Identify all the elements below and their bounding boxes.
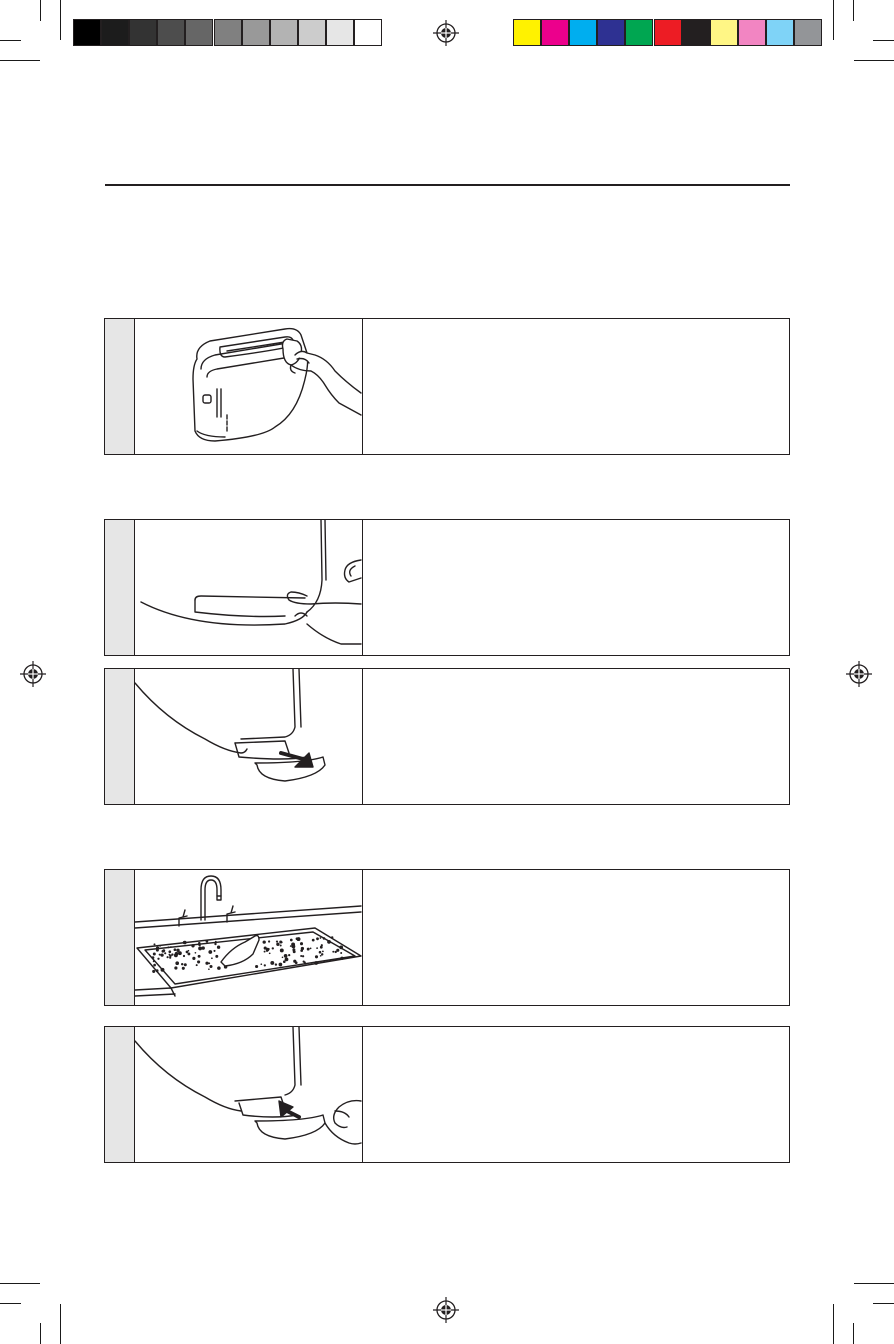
crumb-dot — [275, 963, 277, 965]
instruction-step — [104, 1026, 790, 1163]
crumb-dot — [276, 941, 278, 943]
crumb-dot — [264, 964, 266, 966]
color-swatch — [73, 19, 101, 46]
crumb-dot — [202, 946, 205, 949]
crumb-dot — [153, 953, 156, 956]
crumb-dot — [157, 958, 159, 960]
crumb-dot — [255, 965, 258, 968]
crumb-dot — [195, 952, 197, 954]
step-number-column — [105, 1027, 135, 1162]
crumb-dot — [208, 968, 210, 970]
color-swatch — [185, 19, 213, 46]
color-swatch — [738, 19, 766, 46]
crumb-dot — [187, 952, 190, 955]
crumb-dot — [301, 947, 304, 950]
crumb-dot — [214, 943, 216, 945]
instruction-step — [104, 519, 790, 656]
crumb-dot — [160, 953, 163, 956]
crumb-dot — [340, 957, 343, 960]
registration-mark-icon — [433, 20, 459, 46]
crumb-dot — [323, 937, 326, 940]
crumb-dot — [340, 952, 342, 954]
crumb-dot — [268, 948, 270, 950]
crumb-dot — [198, 944, 200, 946]
crumb-dot — [161, 968, 165, 972]
crumb-dot — [215, 941, 217, 943]
color-swatch — [326, 19, 354, 46]
crumb-dot — [300, 942, 303, 945]
crumb-dot — [186, 951, 189, 954]
color-swatch — [129, 19, 157, 46]
step-number-column — [105, 669, 135, 804]
step-number-column — [105, 520, 135, 655]
crumb-dot — [284, 954, 288, 958]
crumb-dot — [211, 957, 213, 959]
crumb-dot — [153, 964, 156, 967]
crumb-dot — [183, 955, 185, 957]
crumb-dot — [183, 941, 187, 945]
crumb-dot — [307, 948, 310, 951]
crumb-dot — [316, 947, 318, 949]
wipe-toaster-exterior-illustration — [135, 319, 363, 454]
crumb-dot — [152, 970, 155, 973]
color-swatch — [354, 19, 382, 46]
registration-mark-icon — [20, 661, 46, 687]
color-swatch — [270, 19, 298, 46]
crumb-dot — [213, 950, 215, 952]
crumb-dot — [206, 940, 209, 943]
crumb-dot — [215, 955, 218, 958]
header-rule — [105, 184, 790, 186]
crumb-dot — [162, 949, 165, 952]
color-swatch — [541, 19, 569, 46]
slide-out-crumb-tray-illustration — [135, 669, 363, 804]
crumb-dot — [208, 962, 210, 964]
crumb-dot — [288, 954, 290, 956]
step-number-column — [105, 319, 135, 454]
color-swatch — [794, 19, 822, 46]
color-swatch — [569, 19, 597, 46]
registration-mark-icon — [433, 1297, 459, 1323]
crumb-dot — [280, 948, 284, 952]
crumb-dot — [268, 940, 270, 942]
crumb-dot — [198, 946, 202, 950]
crumb-dot — [209, 965, 212, 968]
crumb-dot — [316, 937, 319, 940]
color-swatch — [513, 19, 541, 46]
crumb-dot — [285, 958, 289, 962]
crumb-dot — [164, 952, 166, 954]
crumb-dot — [321, 944, 323, 946]
crumb-dot — [217, 946, 220, 949]
crumb-dot — [159, 954, 161, 956]
color-swatch — [654, 19, 682, 46]
color-swatch — [101, 19, 129, 46]
crumb-dot — [282, 956, 284, 958]
press-crumb-tray-release-illustration — [135, 520, 363, 655]
crumb-dot — [331, 936, 333, 938]
crumb-dot — [327, 940, 331, 944]
crumb-dot — [322, 951, 324, 953]
crumb-dot — [152, 956, 155, 959]
crumb-dot — [178, 951, 182, 955]
crumb-dot — [290, 945, 292, 947]
color-swatch — [597, 19, 625, 46]
crumb-dot — [320, 946, 323, 949]
crumb-dot — [304, 961, 306, 963]
crumb-dot — [175, 952, 179, 956]
crumb-dot — [319, 951, 322, 954]
empty-crumbs-into-sink-illustration — [135, 870, 363, 1005]
color-swatch — [682, 19, 710, 46]
crumb-dot — [293, 960, 296, 963]
crumb-dot — [270, 961, 274, 965]
color-swatch — [157, 19, 185, 46]
crumb-dot — [174, 966, 177, 969]
step-number-column — [105, 870, 135, 1005]
instruction-step — [104, 668, 790, 805]
crumb-dot — [272, 947, 274, 949]
crumb-dot — [182, 967, 185, 970]
crumb-dot — [269, 952, 271, 954]
crumb-dot — [290, 939, 293, 942]
crumb-dot — [181, 963, 183, 965]
crumb-dot — [260, 963, 262, 965]
crumb-dot — [310, 948, 312, 950]
crumb-dot — [312, 939, 315, 942]
crumb-dot — [280, 945, 282, 947]
crumb-dot — [170, 946, 172, 948]
color-swatch — [625, 19, 653, 46]
crumb-dot — [315, 955, 318, 958]
crumb-dot — [159, 945, 161, 947]
crumb-dot — [197, 960, 200, 963]
crumb-dot — [168, 946, 170, 948]
crumb-dot — [205, 962, 208, 965]
crumb-dot — [266, 949, 269, 952]
crumb-dot — [156, 969, 159, 972]
crumb-dot — [175, 961, 179, 965]
crumb-dot — [196, 964, 198, 966]
crumb-dot — [283, 960, 286, 963]
color-swatch — [214, 19, 242, 46]
crumb-dot — [191, 944, 194, 947]
crumb-dot — [281, 941, 283, 943]
crumb-dot — [263, 940, 266, 943]
crumb-dot — [156, 949, 159, 952]
crumb-dot — [184, 963, 187, 966]
crumb-dot — [321, 953, 323, 955]
crumb-dot — [198, 955, 201, 958]
crumb-dot — [332, 951, 334, 953]
crumb-dot — [167, 956, 169, 958]
crumb-dot — [293, 949, 295, 951]
crumb-dot — [339, 946, 343, 950]
instruction-step — [104, 318, 790, 455]
crumb-dot — [297, 937, 301, 941]
crumb-dot — [314, 961, 318, 965]
color-swatch — [298, 19, 326, 46]
color-swatch — [710, 19, 738, 46]
crumb-dot — [153, 943, 155, 945]
crumb-dot — [264, 951, 266, 953]
crumb-dot — [320, 937, 322, 939]
instruction-step — [104, 869, 790, 1006]
crumb-dot — [276, 943, 279, 946]
reinsert-crumb-tray-illustration — [135, 1027, 363, 1162]
registration-mark-icon — [846, 661, 872, 687]
crumb-dot — [169, 954, 172, 957]
crumb-dot — [174, 948, 177, 951]
crumb-dot — [169, 957, 171, 959]
color-swatch — [242, 19, 270, 46]
crumb-dot — [279, 963, 283, 967]
crumb-dot — [291, 944, 295, 948]
crumb-dot — [217, 966, 221, 970]
crumb-dot — [208, 950, 212, 954]
crumb-dot — [168, 950, 171, 953]
crumb-dot — [264, 947, 267, 950]
color-swatch — [766, 19, 794, 46]
crumb-dot — [153, 960, 155, 962]
crumb-dot — [300, 955, 302, 957]
crumb-dot — [335, 951, 337, 953]
crumb-dot — [302, 955, 304, 957]
crumb-dot — [192, 957, 195, 960]
